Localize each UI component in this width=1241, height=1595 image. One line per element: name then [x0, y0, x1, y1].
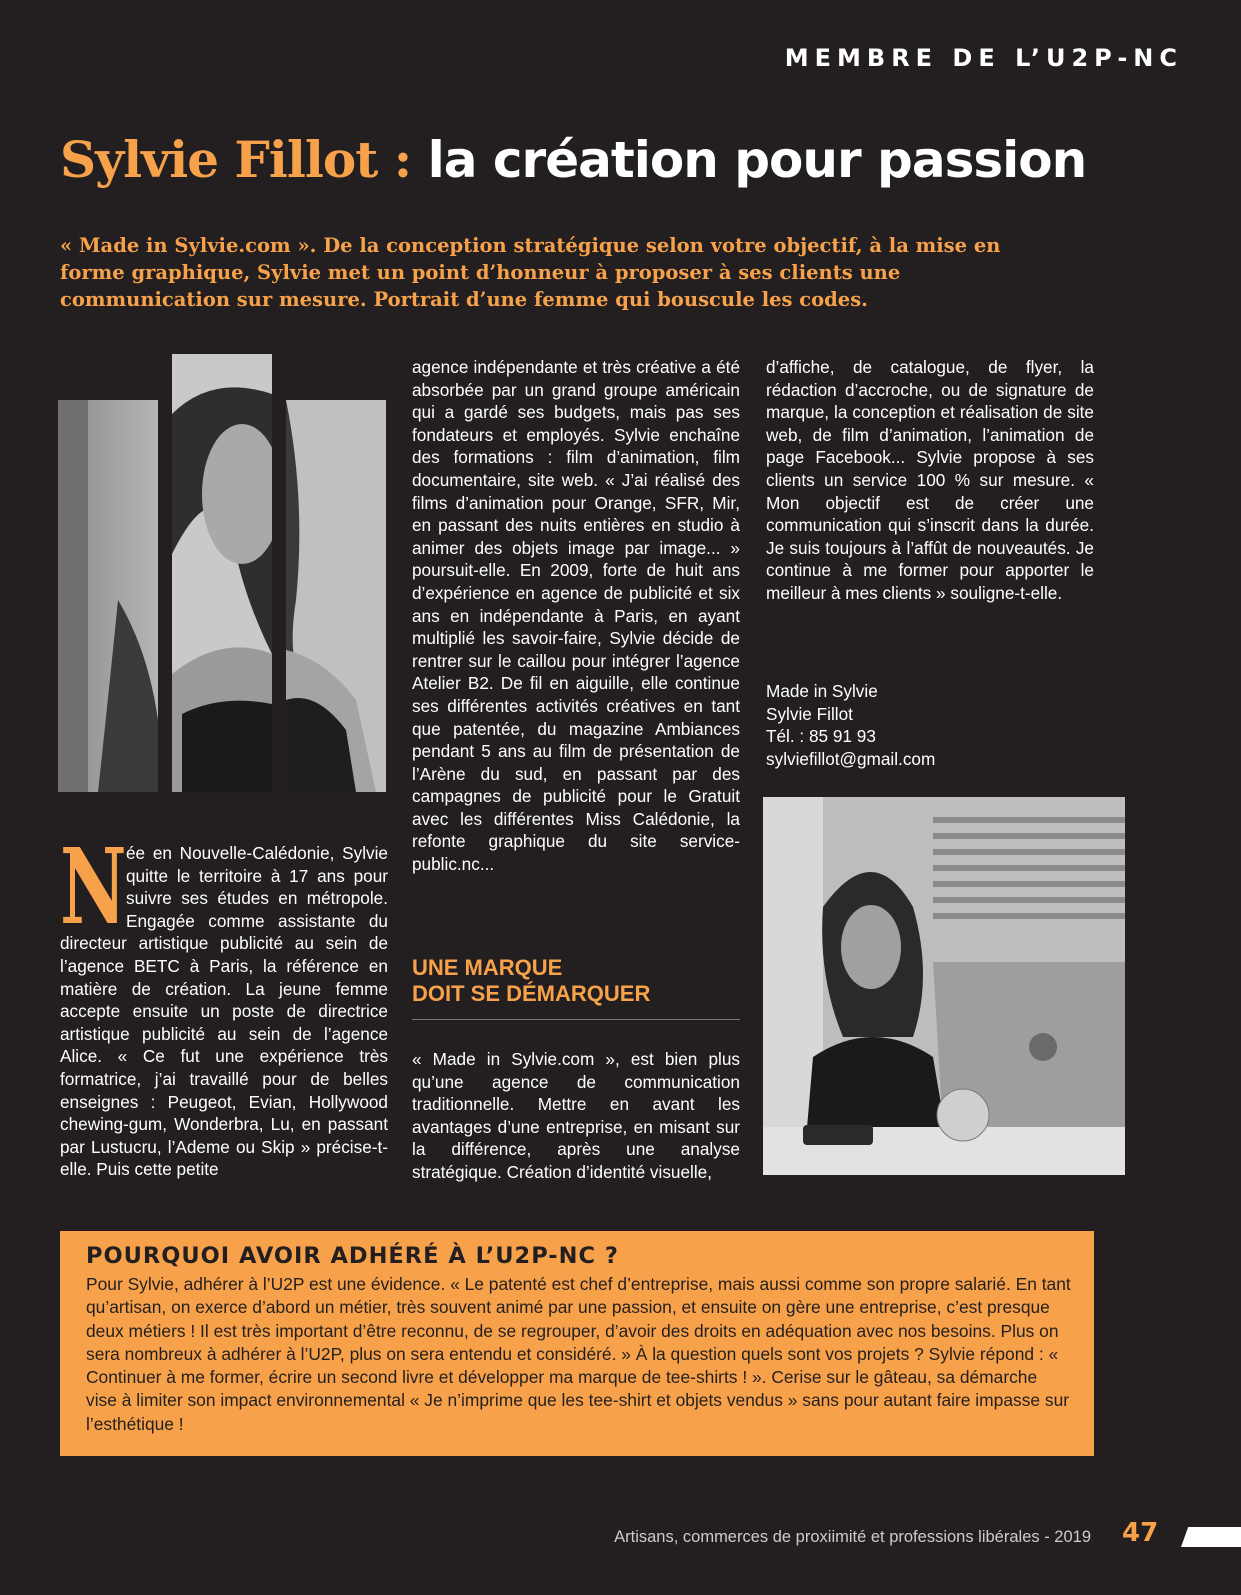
column-1	[60, 825, 388, 1181]
laptop-photo	[763, 797, 1125, 1175]
subheading-line-2: DOIT SE DÉMARQUER	[412, 981, 651, 1006]
article-title	[60, 130, 1200, 189]
column-2-text: agence indépendante et très créative a été absorbée par un grand groupe américain qui a gardé ses budgets, mais pas ses fondateurs et employés. Sylvie enchaîne des formations : film d’animation, film documentaire, site web. « J’ai réalisé des films d’animation pour Orange, SFR, Mir, en passant des nuits entières en studio à animer des objets image par image... » poursuit-elle. En 2009, forte de huit ans d’expérience en agence de publicité et six ans en indépendante à Paris, en ayant multiplié les savoir-faire, Sylvie décide de rentrer sur le caillou pour intégrer l’agence Atelier B2. De fil en aiguille, elle continue ses différentes activités créatives en tant que patentée, du magazine Ambiances pendant 5 ans au film de présentation de l’Arène du sud, en passant par des campagnes de publicité pour le Gratuit avec les différentes Miss Calédonie, la refonte graphique du site service-public.nc...	[412, 357, 740, 875]
page-number: 47	[1122, 1518, 1159, 1548]
column-1-text: ée en Nouvelle-Calédonie, Sylvie quitte le territoire à 17 ans pour suivre ses études en métropole. Engagée comme assistante du directeur artistique publicité au sein de l’agence BETC à Paris, la référence en matière de création. La jeune femme accepte ensuite un poste de directrice artistique publicité au sein de l’agence Alice. « Ce fut une expérience très formatrice, j’ai travaillé pour de belles enseignes : Peugeot, Evian, Hollywood chewing-gum, Wonderbra, Lu, en passant par Lustucru, l’Ademe ou Skip » précise-t-elle. Puis cette petite	[60, 843, 388, 1180]
dropcap: N	[60, 825, 127, 948]
article-lede: « Made in Sylvie.com ». De la conception stratégique selon votre objectif, à la mise en forme graphique, Sylvie met un point d’honneur à proposer à ses clients une communication sur mesure. Portrait d’une femme qui bouscule les codes.	[60, 234, 1001, 311]
portrait-photo-center-strip	[172, 354, 272, 792]
contact-phone: Tél. : 85 91 93	[766, 726, 876, 747]
page-number-bar	[1181, 1527, 1241, 1547]
u2p-membership-box	[60, 1231, 1094, 1456]
section-label: MEMBRE DE L’U2P-NC	[784, 44, 1183, 72]
subheading-line-1: UNE MARQUE	[412, 955, 563, 980]
title-rest: la création pour passion	[411, 131, 1087, 189]
contact-block	[766, 680, 1096, 770]
box-text: Pour Sylvie, adhérer à l’U2P est une évidence. « Le patenté est chef d’entreprise, mais aussi comme son propre salarié. En tant qu’artisan, on exerce d’abord un métier, très souvent animé par une passion, et ensuite on gère une entreprise, c’est presque deux métiers ! Il est très important d’être reconnu, de se regrouper, d’avoir des droits en adéquation avec nos besoins. Plus on sera nombreux à adhérer à l’U2P, plus on sera entendu et considéré. » À la question quels sont vos projets ? Sylvie répond : « Continuer à me former, écrire un second livre et développer ma marque de tee-shirts ! ». Cerise sur le gâteau, sa démarche vise à limiter son impact environnemental « Je n’imprime que les tee-shirt et objets vendus » sans pour autant faire impasse sur l’esthétique !	[86, 1274, 1071, 1434]
column-3-text: d’affiche, de catalogue, de flyer, la rédaction d’accroche, ou de signature de marque, la conception et réalisation de site web, de film d’animation, l’animation de page Facebook... Sylvie propose à ses clients un service 100 % sur mesure. « Mon objectif est de créer une communication qui s’inscrit dans la durée. Je suis toujours à l’affût de nouveautés. Je continue à me former pour apporter le meilleur à mes clients » souligne-t-elle.	[766, 357, 1094, 603]
contact-name: Sylvie Fillot	[766, 703, 853, 724]
box-title: POURQUOI AVOIR ADHÉRÉ À L’U2P-NC ?	[86, 1243, 619, 1269]
portrait-photo-right-strip	[286, 400, 386, 792]
portrait-photo-left-strip	[58, 400, 158, 792]
footer-text: Artisans, commerces de proxiimité et professions libérales - 2019	[614, 1528, 1091, 1546]
subheading	[412, 955, 740, 1020]
contact-email: sylviefillot@gmail.com	[766, 748, 936, 769]
title-name: Sylvie Fillot :	[60, 130, 412, 189]
contact-company: Made in Sylvie	[766, 681, 878, 701]
column-2b-text: « Made in Sylvie.com », est bien plus qu’une agence de communication traditionnelle. Mettre en avant les avantages d’une entreprise, en misant sur la différence, après une analyse stratégique. Création d’identité visuelle,	[412, 1049, 740, 1182]
